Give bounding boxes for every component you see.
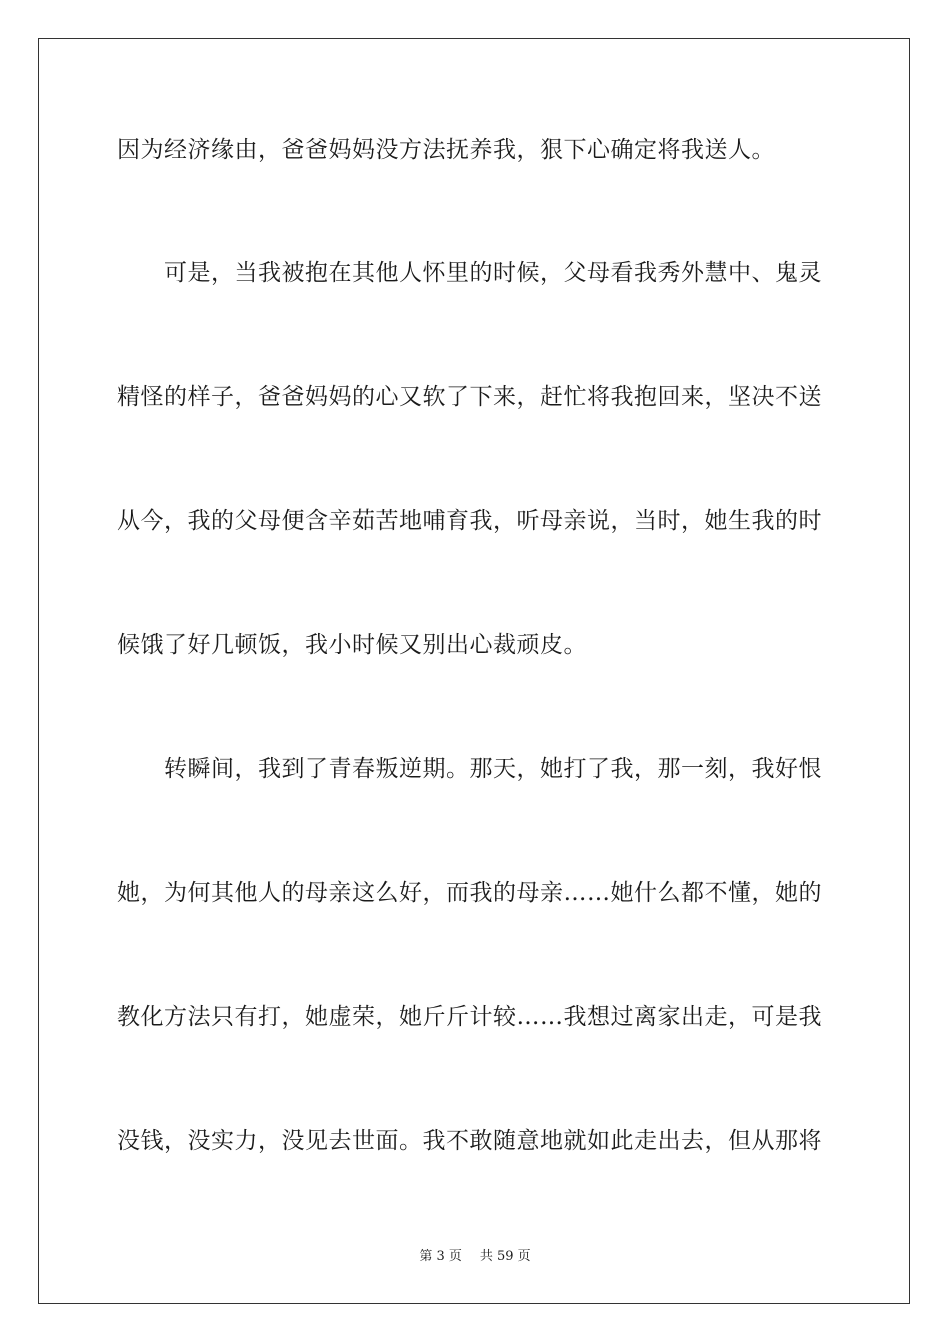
total-pages: 共 59 页	[479, 1249, 531, 1264]
page-number: 第 3 页	[419, 1249, 462, 1264]
page-footer	[0, 1248, 950, 1266]
text-line-6: 转瞬间，我到了青春叛逆期。那天，她打了我，那一刻，我好恨	[164, 756, 822, 782]
text-line-8: 教化方法只有打，她虚荣，她斤斤计较……我想过离家出走，可是我	[117, 1004, 822, 1030]
text-line-1: 因为经济缘由，爸爸妈妈没方法抚养我，狠下心确定将我送人。	[117, 137, 775, 163]
text-line-2: 可是，当我被抱在其他人怀里的时候，父母看我秀外慧中、鬼灵	[164, 260, 822, 286]
text-line-3: 精怪的样子，爸爸妈妈的心又软了下来，赶忙将我抱回来，坚决不送	[117, 384, 822, 410]
text-line-7: 她，为何其他人的母亲这么好，而我的母亲……她什么都不懂，她的	[117, 880, 822, 906]
text-line-4: 从今，我的父母便含辛茹苦地哺育我，听母亲说，当时，她生我的时	[117, 508, 822, 534]
text-line-9: 没钱，没实力，没见去世面。我不敢随意地就如此走出去，但从那将	[117, 1128, 822, 1154]
page-frame	[38, 38, 910, 1304]
text-line-5: 候饿了好几顿饭，我小时候又别出心裁顽皮。	[117, 632, 587, 658]
